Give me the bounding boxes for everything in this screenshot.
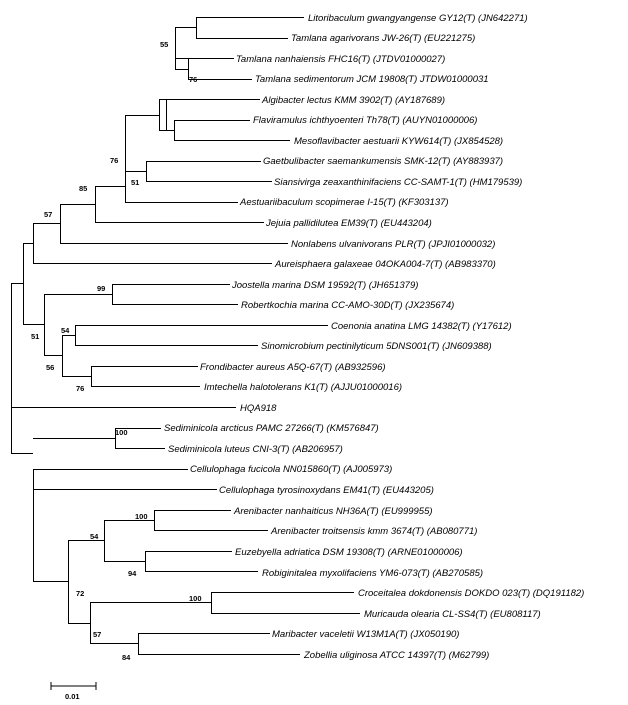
bootstrap-value: 94 (128, 569, 137, 578)
taxon-label: Aureisphaera galaxeae 04OKA004-7(T) (AB983370) (275, 259, 496, 270)
bootstrap-value: 85 (79, 184, 88, 193)
taxon-label: Coenonia anatina LMG 14382(T) (Y17612) (331, 321, 512, 332)
taxon-label: Litoribaculum gwangyangense GY12(T) (JN642271) (308, 13, 528, 24)
taxon-label: Sinomicrobium pectinilyticum 5DNS001(T) (JN609388) (261, 341, 492, 352)
taxon-label: Imtechella halotolerans K1(T) (AJJU01000016) (204, 382, 403, 393)
taxon-label: Tamlana sedimentorum JCM 19808(T) JTDW01000031 (255, 74, 489, 85)
bootstrap-values (31, 40, 202, 662)
bootstrap-value: 57 (44, 210, 53, 219)
bootstrap-value: 100 (189, 594, 202, 603)
taxon-label: Siansivirga zeaxanthinifaciens CC-SAMT-1(T) (HM179539) (274, 177, 523, 188)
taxon-label: Jejuia pallidilutea EM39(T) (EU443204) (266, 218, 432, 229)
tree-branches (11, 18, 360, 655)
bootstrap-value: 76 (110, 156, 119, 165)
bootstrap-value: 100 (115, 428, 128, 437)
bootstrap-value: 72 (76, 589, 85, 598)
bootstrap-value: 54 (90, 532, 99, 541)
bootstrap-value: 84 (122, 653, 131, 662)
scale-bar-label: 0.01 (65, 692, 80, 701)
taxon-label: Maribacter vaceletii W13M1A(T) (JX050190) (272, 629, 460, 640)
taxon-label: Flaviramulus ichthyoenteri Th78(T) (AUYN01000006) (253, 115, 478, 126)
taxon-label: Arenibacter troitsensis kmm 3674(T) (AB080771) (271, 526, 478, 537)
taxon-label: Zobellia uliginosa ATCC 14397(T) (M62799) (304, 650, 490, 661)
taxon-label: Robertkochia marina CC-AMO-30D(T) (JX235674) (241, 300, 455, 311)
bootstrap-value: 55 (160, 40, 169, 49)
scale-bar (51, 682, 96, 701)
taxon-label: Algibacter lectus KMM 3902(T) (AY187689) (262, 95, 446, 106)
bootstrap-value: 76 (76, 384, 85, 393)
bootstrap-value: 51 (131, 178, 140, 187)
taxon-label: Frondibacter aureus A5Q-67(T) (AB932596) (200, 362, 386, 373)
taxon-label: Robiginitalea myxolifaciens YM6-073(T) (AB270585) (262, 568, 484, 579)
bootstrap-value: 57 (93, 630, 102, 639)
bootstrap-value: 51 (31, 332, 40, 341)
taxon-label: Cellulophaga fucicola NN015860(T) (AJ005973) (190, 464, 393, 475)
taxon-label: Sediminicola arcticus PAMC 27266(T) (KM576847) (164, 423, 379, 434)
bootstrap-value: 56 (46, 363, 55, 372)
taxon-label: Joostella marina DSM 19592(T) (JH651379) (232, 280, 419, 291)
taxon-label: Tamlana agarivorans JW-26(T) (EU221275) (291, 33, 476, 44)
taxon-label: Muricauda olearia CL-SS4(T) (EU808117) (364, 609, 541, 620)
bootstrap-value: 54 (61, 326, 70, 335)
taxon-label: Cellulophaga tyrosinoxydans EM41(T) (EU443205) (219, 485, 434, 496)
taxon-label: Mesoflavibacter aestuarii KYW614(T) (JX854528) (294, 136, 504, 147)
taxon-label: Tamlana nanhaiensis FHC16(T) (JTDV01000027) (236, 54, 446, 65)
taxon-label: Arenibacter nanhaiticus NH36A(T) (EU999955) (234, 506, 433, 517)
taxon-label: HQA918 (240, 403, 277, 414)
bootstrap-value: 99 (97, 284, 106, 293)
taxon-label: Nonlabens ulvanivorans PLR(T) (JPJI01000032) (291, 239, 496, 250)
taxon-label: Gaetbulibacter saemankumensis SMK-12(T) (AY883937) (263, 156, 504, 167)
taxon-label: Croceitalea dokdonensis DOKDO 023(T) (DQ191182) (358, 588, 585, 599)
bootstrap-value: 100 (135, 512, 148, 521)
taxon-labels (164, 13, 584, 661)
taxon-label: Sediminicola luteus CNI-3(T) (AB206957) (168, 444, 343, 455)
bootstrap-value: 76 (189, 75, 198, 84)
taxon-label: Aestuariibaculum scopimerae I-15(T) (KF303137) (240, 197, 449, 208)
taxon-label: Euzebyella adriatica DSM 19308(T) (ARNE01000006) (235, 547, 463, 558)
